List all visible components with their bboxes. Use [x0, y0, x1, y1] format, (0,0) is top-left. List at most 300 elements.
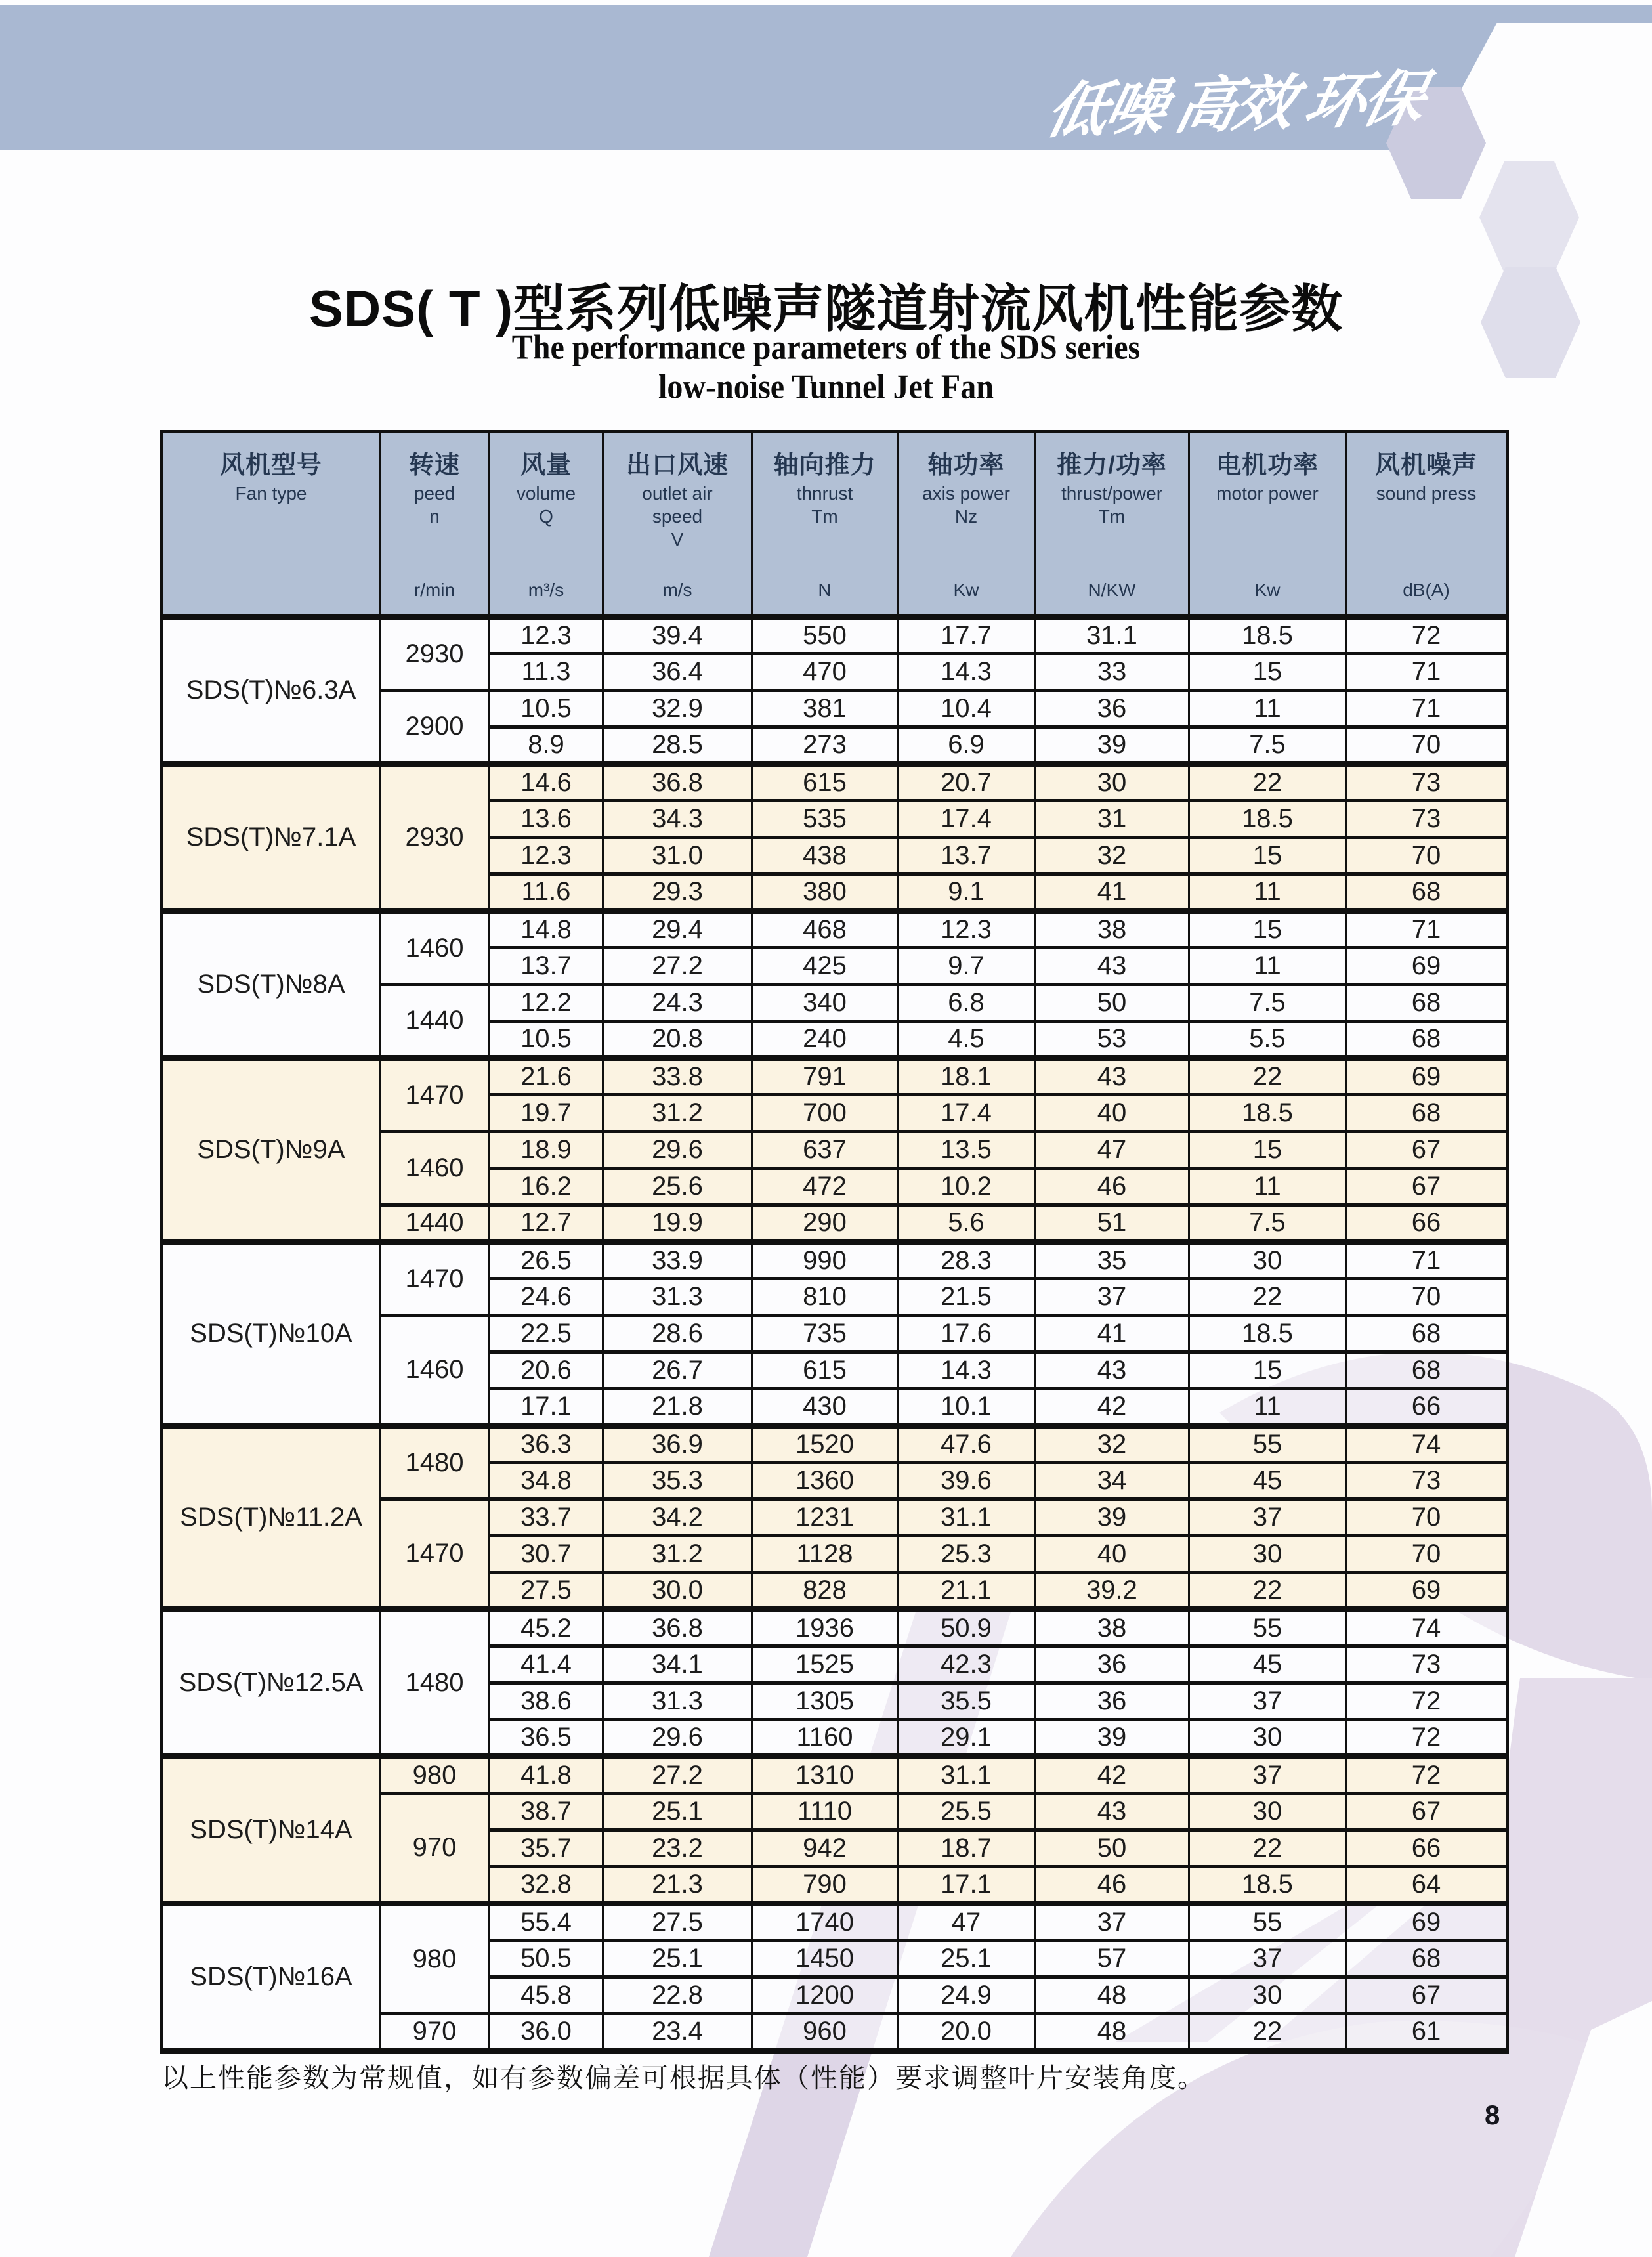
- value-cell: 39: [1035, 727, 1189, 764]
- value-cell: 17.1: [898, 1867, 1035, 1904]
- value-cell: 23.4: [603, 2014, 752, 2051]
- value-cell: 29.1: [898, 1720, 1035, 1757]
- value-cell: 10.2: [898, 1169, 1035, 1205]
- value-cell: 55: [1189, 1610, 1346, 1646]
- value-cell: 25.5: [898, 1794, 1035, 1830]
- value-cell: 11: [1189, 874, 1346, 911]
- value-cell: 67: [1346, 1132, 1508, 1169]
- value-cell: 13.7: [898, 838, 1035, 874]
- value-cell: 45: [1189, 1646, 1346, 1683]
- value-cell: 1110: [752, 1794, 898, 1830]
- speed-cell: 2930: [380, 617, 490, 691]
- value-cell: 51: [1035, 1205, 1189, 1242]
- value-cell: 1740: [752, 1904, 898, 1941]
- value-cell: 18.5: [1189, 1867, 1346, 1904]
- value-cell: 72: [1346, 1683, 1508, 1720]
- value-cell: 38: [1035, 911, 1189, 948]
- value-cell: 14.6: [490, 764, 603, 801]
- value-cell: 13.6: [490, 801, 603, 838]
- value-cell: 72: [1346, 1757, 1508, 1794]
- value-cell: 31.2: [603, 1095, 752, 1132]
- value-cell: 20.0: [898, 2014, 1035, 2051]
- model-cell: SDS(T)№7.1A: [162, 764, 380, 911]
- value-cell: 31.3: [603, 1683, 752, 1720]
- value-cell: 24.9: [898, 1977, 1035, 2014]
- value-cell: 29.6: [603, 1720, 752, 1757]
- value-cell: 17.4: [898, 801, 1035, 838]
- value-cell: 10.4: [898, 691, 1035, 727]
- value-cell: 36.8: [603, 764, 752, 801]
- value-cell: 430: [752, 1389, 898, 1426]
- model-cell: SDS(T)№8A: [162, 911, 380, 1058]
- value-cell: 31.2: [603, 1536, 752, 1573]
- value-cell: 637: [752, 1132, 898, 1169]
- value-cell: 31.0: [603, 838, 752, 874]
- value-cell: 14.3: [898, 654, 1035, 691]
- value-cell: 25.3: [898, 1536, 1035, 1573]
- value-cell: 290: [752, 1205, 898, 1242]
- footnote: 以上性能参数为常规值，如有参数偏差可根据具体（性能）要求调整叶片安装角度。: [161, 2063, 1206, 2093]
- model-cell: SDS(T)№11.2A: [162, 1426, 380, 1610]
- value-cell: 12.3: [898, 911, 1035, 948]
- value-cell: 15: [1189, 1132, 1346, 1169]
- value-cell: 36: [1035, 691, 1189, 727]
- value-cell: 25.1: [603, 1941, 752, 1977]
- value-cell: 30: [1035, 764, 1189, 801]
- value-cell: 22.5: [490, 1316, 603, 1352]
- value-cell: 43: [1035, 1352, 1189, 1389]
- value-cell: 29.3: [603, 874, 752, 911]
- value-cell: 34.8: [490, 1463, 603, 1499]
- value-cell: 9.1: [898, 874, 1035, 911]
- value-cell: 990: [752, 1242, 898, 1279]
- value-cell: 425: [752, 948, 898, 985]
- speed-cell: 1460: [380, 1316, 490, 1426]
- value-cell: 29.4: [603, 911, 752, 948]
- value-cell: 35: [1035, 1242, 1189, 1279]
- value-cell: 68: [1346, 985, 1508, 1021]
- value-cell: 31.1: [1035, 617, 1189, 654]
- value-cell: 28.3: [898, 1242, 1035, 1279]
- value-cell: 69: [1346, 1058, 1508, 1095]
- value-cell: 39.4: [603, 617, 752, 654]
- value-cell: 45.8: [490, 1977, 603, 2014]
- table-head: [162, 432, 1508, 617]
- value-cell: 30.7: [490, 1536, 603, 1573]
- value-cell: 20.6: [490, 1352, 603, 1389]
- table-row: [162, 617, 1508, 654]
- value-cell: 240: [752, 1021, 898, 1058]
- value-cell: 12.2: [490, 985, 603, 1021]
- value-cell: 66: [1346, 1830, 1508, 1867]
- value-cell: 36.4: [603, 654, 752, 691]
- value-cell: 39.2: [1035, 1573, 1189, 1610]
- value-cell: 41.4: [490, 1646, 603, 1683]
- value-cell: 38.7: [490, 1794, 603, 1830]
- value-cell: 27.2: [603, 948, 752, 985]
- value-cell: 468: [752, 911, 898, 948]
- value-cell: 36.3: [490, 1426, 603, 1463]
- value-cell: 50: [1035, 1830, 1189, 1867]
- speed-cell: 1440: [380, 1205, 490, 1242]
- value-cell: 340: [752, 985, 898, 1021]
- value-cell: 30.0: [603, 1573, 752, 1610]
- value-cell: 68: [1346, 1316, 1508, 1352]
- value-cell: 57: [1035, 1941, 1189, 1977]
- table-row: [162, 1757, 1508, 1794]
- value-cell: 33.9: [603, 1242, 752, 1279]
- value-cell: 42.3: [898, 1646, 1035, 1683]
- value-cell: 17.4: [898, 1095, 1035, 1132]
- value-cell: 17.7: [898, 617, 1035, 654]
- value-cell: 37: [1189, 1941, 1346, 1977]
- value-cell: 71: [1346, 1242, 1508, 1279]
- value-cell: 34.3: [603, 801, 752, 838]
- value-cell: 30: [1189, 1536, 1346, 1573]
- table-row: [162, 764, 1508, 801]
- value-cell: 39.6: [898, 1463, 1035, 1499]
- value-cell: 42: [1035, 1389, 1189, 1426]
- value-cell: 34.1: [603, 1646, 752, 1683]
- page-number: 8: [1485, 2099, 1500, 2130]
- value-cell: 41.8: [490, 1757, 603, 1794]
- value-cell: 74: [1346, 1426, 1508, 1463]
- value-cell: 32: [1035, 838, 1189, 874]
- value-cell: 55.4: [490, 1904, 603, 1941]
- value-cell: 28.5: [603, 727, 752, 764]
- speed-cell: 1470: [380, 1058, 490, 1132]
- value-cell: 73: [1346, 1646, 1508, 1683]
- value-cell: 18.9: [490, 1132, 603, 1169]
- value-cell: 70: [1346, 727, 1508, 764]
- value-cell: 43: [1035, 1058, 1189, 1095]
- value-cell: 380: [752, 874, 898, 911]
- value-cell: 47: [898, 1904, 1035, 1941]
- value-cell: 35.7: [490, 1830, 603, 1867]
- value-cell: 13.5: [898, 1132, 1035, 1169]
- value-cell: 9.7: [898, 948, 1035, 985]
- value-cell: 19.9: [603, 1205, 752, 1242]
- value-cell: 12.3: [490, 838, 603, 874]
- value-cell: 22: [1189, 2014, 1346, 2051]
- table-header-cell: 电机功率 motor power Kw: [1189, 432, 1346, 617]
- value-cell: 11: [1189, 691, 1346, 727]
- value-cell: 11.6: [490, 874, 603, 911]
- value-cell: 73: [1346, 764, 1508, 801]
- value-cell: 68: [1346, 1941, 1508, 1977]
- value-cell: 18.5: [1189, 801, 1346, 838]
- value-cell: 615: [752, 1352, 898, 1389]
- table-header-cell: 轴向推力 thnrust Tm N: [752, 432, 898, 617]
- value-cell: 50.5: [490, 1941, 603, 1977]
- value-cell: 67: [1346, 1794, 1508, 1830]
- value-cell: 1360: [752, 1463, 898, 1499]
- page-title-zh: SDS( T )型系列低噪声隧道射流风机性能参数: [308, 280, 1344, 337]
- value-cell: 15: [1189, 1352, 1346, 1389]
- value-cell: 24.6: [490, 1279, 603, 1316]
- value-cell: 16.2: [490, 1169, 603, 1205]
- value-cell: 828: [752, 1573, 898, 1610]
- value-cell: 535: [752, 801, 898, 838]
- value-cell: 38: [1035, 1610, 1189, 1646]
- value-cell: 73: [1346, 1463, 1508, 1499]
- value-cell: 22: [1189, 1830, 1346, 1867]
- value-cell: 74: [1346, 1610, 1508, 1646]
- value-cell: 67: [1346, 1169, 1508, 1205]
- value-cell: 46: [1035, 1867, 1189, 1904]
- value-cell: 4.5: [898, 1021, 1035, 1058]
- value-cell: 35.5: [898, 1683, 1035, 1720]
- value-cell: 27.2: [603, 1757, 752, 1794]
- value-cell: 68: [1346, 874, 1508, 911]
- model-cell: SDS(T)№14A: [162, 1757, 380, 1904]
- value-cell: 34: [1035, 1463, 1189, 1499]
- value-cell: 70: [1346, 1499, 1508, 1536]
- speed-cell: 970: [380, 1794, 490, 1904]
- value-cell: 7.5: [1189, 985, 1346, 1021]
- value-cell: 26.5: [490, 1242, 603, 1279]
- value-cell: 22: [1189, 1279, 1346, 1316]
- value-cell: 68: [1346, 1021, 1508, 1058]
- value-cell: 1231: [752, 1499, 898, 1536]
- value-cell: 71: [1346, 654, 1508, 691]
- value-cell: 14.8: [490, 911, 603, 948]
- value-cell: 41: [1035, 1316, 1189, 1352]
- value-cell: 470: [752, 654, 898, 691]
- value-cell: 43: [1035, 948, 1189, 985]
- value-cell: 53: [1035, 1021, 1189, 1058]
- model-cell: SDS(T)№9A: [162, 1058, 380, 1242]
- value-cell: 69: [1346, 948, 1508, 985]
- value-cell: 700: [752, 1095, 898, 1132]
- value-cell: 7.5: [1189, 1205, 1346, 1242]
- speed-cell: 1470: [380, 1242, 490, 1316]
- table-header-cell: 风机噪声 sound press dB(A): [1346, 432, 1508, 617]
- banner-tagline: 低噪 高效 环保: [1040, 65, 1430, 146]
- value-cell: 8.9: [490, 727, 603, 764]
- table-body: [162, 617, 1508, 2051]
- table-header-cell: 轴功率 axis power Nz Kw: [898, 432, 1035, 617]
- value-cell: 13.7: [490, 948, 603, 985]
- value-cell: 18.5: [1189, 617, 1346, 654]
- value-cell: 615: [752, 764, 898, 801]
- value-cell: 55: [1189, 1426, 1346, 1463]
- value-cell: 1520: [752, 1426, 898, 1463]
- value-cell: 25.6: [603, 1169, 752, 1205]
- value-cell: 1200: [752, 1977, 898, 2014]
- value-cell: 273: [752, 727, 898, 764]
- value-cell: 37: [1189, 1683, 1346, 1720]
- value-cell: 47.6: [898, 1426, 1035, 1463]
- table-header-cell: 风量 volume Q m³/s: [490, 432, 603, 617]
- model-cell: SDS(T)№10A: [162, 1242, 380, 1426]
- speed-cell: 1480: [380, 1610, 490, 1757]
- value-cell: 10.1: [898, 1389, 1035, 1426]
- value-cell: 10.5: [490, 1021, 603, 1058]
- value-cell: 50.9: [898, 1610, 1035, 1646]
- value-cell: 19.7: [490, 1095, 603, 1132]
- value-cell: 48: [1035, 1977, 1189, 2014]
- value-cell: 32.9: [603, 691, 752, 727]
- value-cell: 31.1: [898, 1757, 1035, 1794]
- value-cell: 32: [1035, 1426, 1189, 1463]
- value-cell: 20.7: [898, 764, 1035, 801]
- value-cell: 30: [1189, 1242, 1346, 1279]
- value-cell: 41: [1035, 874, 1189, 911]
- value-cell: 790: [752, 1867, 898, 1904]
- value-cell: 36.8: [603, 1610, 752, 1646]
- value-cell: 1305: [752, 1683, 898, 1720]
- value-cell: 50: [1035, 985, 1189, 1021]
- value-cell: 791: [752, 1058, 898, 1095]
- table-row: [162, 1904, 1508, 1941]
- value-cell: 26.7: [603, 1352, 752, 1389]
- value-cell: 15: [1189, 911, 1346, 948]
- value-cell: 18.5: [1189, 1316, 1346, 1352]
- value-cell: 15: [1189, 838, 1346, 874]
- value-cell: 68: [1346, 1095, 1508, 1132]
- value-cell: 69: [1346, 1904, 1508, 1941]
- value-cell: 66: [1346, 1389, 1508, 1426]
- value-cell: 18.1: [898, 1058, 1035, 1095]
- value-cell: 21.6: [490, 1058, 603, 1095]
- value-cell: 22: [1189, 764, 1346, 801]
- value-cell: 942: [752, 1830, 898, 1867]
- value-cell: 72: [1346, 1720, 1508, 1757]
- value-cell: 48: [1035, 2014, 1189, 2051]
- value-cell: 39: [1035, 1720, 1189, 1757]
- value-cell: 70: [1346, 838, 1508, 874]
- speed-cell: 1440: [380, 985, 490, 1058]
- value-cell: 1525: [752, 1646, 898, 1683]
- value-cell: 1310: [752, 1757, 898, 1794]
- speed-cell: 2900: [380, 691, 490, 764]
- speed-cell: 1460: [380, 1132, 490, 1205]
- speed-cell: 970: [380, 2014, 490, 2051]
- table-header-cell: 推力/功率 thrust/power Tm N/KW: [1035, 432, 1189, 617]
- value-cell: 66: [1346, 1205, 1508, 1242]
- page-title-en-line2: low-noise Tunnel Jet Fan: [658, 366, 994, 406]
- table-header-cell: 转速 peed n r/min: [380, 432, 490, 617]
- value-cell: 36: [1035, 1683, 1189, 1720]
- value-cell: 381: [752, 691, 898, 727]
- value-cell: 32.8: [490, 1867, 603, 1904]
- value-cell: 1450: [752, 1941, 898, 1977]
- value-cell: 11: [1189, 948, 1346, 985]
- value-cell: 67: [1346, 1977, 1508, 2014]
- value-cell: 36: [1035, 1646, 1189, 1683]
- value-cell: 40: [1035, 1536, 1189, 1573]
- value-cell: 61: [1346, 2014, 1508, 2051]
- value-cell: 46: [1035, 1169, 1189, 1205]
- value-cell: 33.8: [603, 1058, 752, 1095]
- value-cell: 71: [1346, 691, 1508, 727]
- value-cell: 11: [1189, 1169, 1346, 1205]
- speed-cell: 1460: [380, 911, 490, 985]
- value-cell: 15: [1189, 654, 1346, 691]
- value-cell: 31.3: [603, 1279, 752, 1316]
- value-cell: 37: [1035, 1904, 1189, 1941]
- table-row: [162, 1058, 1508, 1095]
- value-cell: 25.1: [603, 1794, 752, 1830]
- table-row: [162, 911, 1508, 948]
- table-row: [162, 1242, 1508, 1279]
- value-cell: 36.9: [603, 1426, 752, 1463]
- value-cell: 5.5: [1189, 1021, 1346, 1058]
- value-cell: 23.2: [603, 1830, 752, 1867]
- value-cell: 45.2: [490, 1610, 603, 1646]
- value-cell: 30: [1189, 1720, 1346, 1757]
- value-cell: 55: [1189, 1904, 1346, 1941]
- value-cell: 34.2: [603, 1499, 752, 1536]
- speed-cell: 980: [380, 1904, 490, 2014]
- value-cell: 31: [1035, 801, 1189, 838]
- value-cell: 73: [1346, 801, 1508, 838]
- value-cell: 36.0: [490, 2014, 603, 2051]
- speed-cell: 2930: [380, 764, 490, 911]
- value-cell: 71: [1346, 911, 1508, 948]
- value-cell: 42: [1035, 1757, 1189, 1794]
- header-bar-strip: [1470, 5, 1652, 23]
- value-cell: 37: [1035, 1279, 1189, 1316]
- value-cell: 22: [1189, 1058, 1346, 1095]
- value-cell: 43: [1035, 1794, 1189, 1830]
- value-cell: 14.3: [898, 1352, 1035, 1389]
- value-cell: 18.7: [898, 1830, 1035, 1867]
- value-cell: 24.3: [603, 985, 752, 1021]
- value-cell: 35.3: [603, 1463, 752, 1499]
- model-cell: SDS(T)№12.5A: [162, 1610, 380, 1757]
- value-cell: 21.5: [898, 1279, 1035, 1316]
- value-cell: 70: [1346, 1279, 1508, 1316]
- value-cell: 21.3: [603, 1867, 752, 1904]
- speed-cell: 1480: [380, 1426, 490, 1499]
- value-cell: 1128: [752, 1536, 898, 1573]
- value-cell: 29.6: [603, 1132, 752, 1169]
- value-cell: 38.6: [490, 1683, 603, 1720]
- value-cell: 28.6: [603, 1316, 752, 1352]
- value-cell: 37: [1189, 1499, 1346, 1536]
- page-title-en-line1: The performance parameters of the SDS series: [511, 327, 1141, 367]
- speed-cell: 980: [380, 1757, 490, 1794]
- table-row: [162, 1610, 1508, 1646]
- model-cell: SDS(T)№16A: [162, 1904, 380, 2051]
- table-header-cell: 风机型号 Fan type: [162, 432, 380, 617]
- value-cell: 72: [1346, 617, 1508, 654]
- value-cell: 70: [1346, 1536, 1508, 1573]
- value-cell: 1160: [752, 1720, 898, 1757]
- value-cell: 11: [1189, 1389, 1346, 1426]
- value-cell: 40: [1035, 1095, 1189, 1132]
- value-cell: 1936: [752, 1610, 898, 1646]
- value-cell: 17.6: [898, 1316, 1035, 1352]
- value-cell: 21.8: [603, 1389, 752, 1426]
- value-cell: 438: [752, 838, 898, 874]
- value-cell: 30: [1189, 1794, 1346, 1830]
- value-cell: 64: [1346, 1867, 1508, 1904]
- performance-table: [160, 430, 1509, 2054]
- value-cell: 18.5: [1189, 1095, 1346, 1132]
- value-cell: 33: [1035, 654, 1189, 691]
- value-cell: 7.5: [1189, 727, 1346, 764]
- value-cell: 12.7: [490, 1205, 603, 1242]
- value-cell: 20.8: [603, 1021, 752, 1058]
- value-cell: 22: [1189, 1573, 1346, 1610]
- value-cell: 68: [1346, 1352, 1508, 1389]
- value-cell: 12.3: [490, 617, 603, 654]
- value-cell: 45: [1189, 1463, 1346, 1499]
- model-cell: SDS(T)№6.3A: [162, 617, 380, 764]
